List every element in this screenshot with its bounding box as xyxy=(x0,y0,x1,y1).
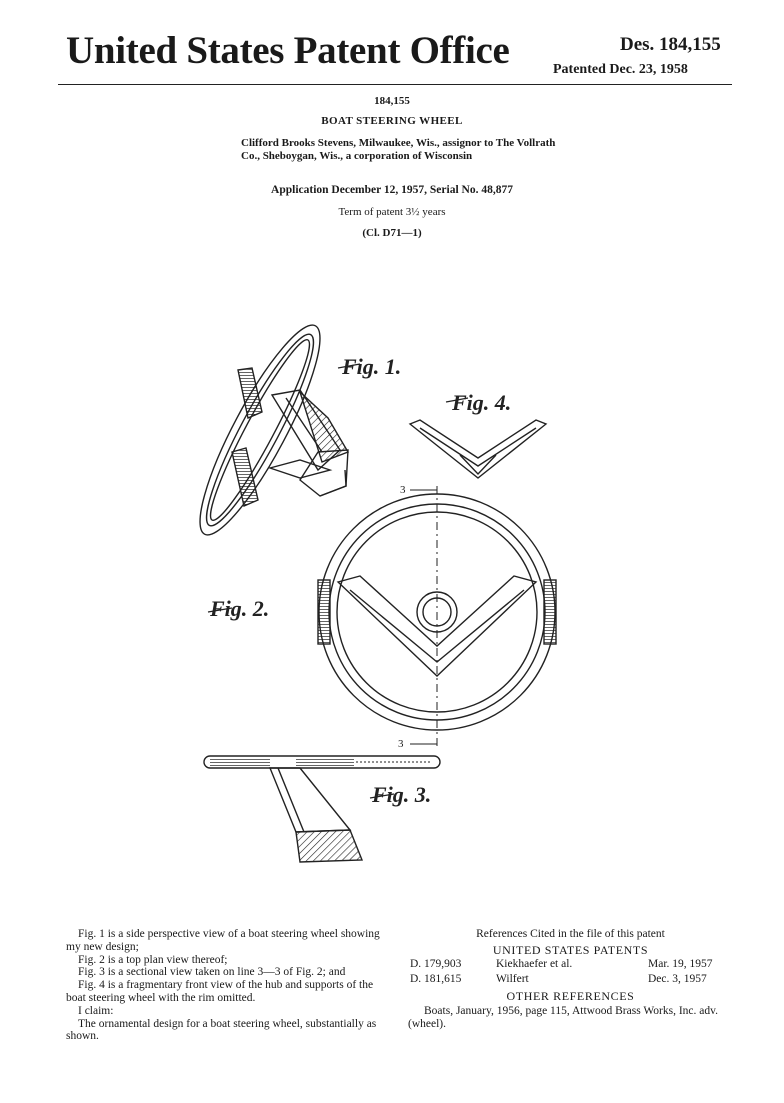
figure-4-text: Fig. 4. xyxy=(452,390,512,415)
reference-row xyxy=(408,973,733,987)
references-heading: References Cited in the file of this patent xyxy=(476,928,665,940)
figure-4-label xyxy=(446,390,511,415)
patent-number: 184,155 xyxy=(374,95,410,107)
figure-3-label xyxy=(370,782,431,807)
reference-row xyxy=(408,958,733,972)
reference-number: D. 179,903 xyxy=(410,958,462,970)
inventor-assignee: Clifford Brooks Stevens, Milwaukee, Wis., assignor to The Vollrath Co., Sheboygan, Wis., a corporation of Wisconsin xyxy=(241,137,556,162)
figure-4-hub-front xyxy=(410,420,546,478)
figure-1-side-perspective xyxy=(182,314,348,547)
patent-drawing xyxy=(0,300,784,870)
patented-date: Patented Dec. 23, 1958 xyxy=(553,62,688,77)
office-title: United States Patent Office xyxy=(66,29,510,72)
figure-1-label xyxy=(338,354,401,379)
figure-2-text: Fig. 2. xyxy=(210,596,270,621)
figure-3-text: Fig. 3. xyxy=(372,782,432,807)
description-paragraph: Fig. 1 is a side perspective view of a boat steering wheel showing my new design; xyxy=(66,928,380,953)
application-info: Application December 12, 1957, Serial No. 48,877 xyxy=(271,184,513,196)
claim-heading: I claim: xyxy=(78,1004,114,1017)
design-patent-number: Des. 184,155 xyxy=(620,34,721,55)
figure-3-sectional xyxy=(204,756,440,862)
us-patents-heading: UNITED STATES PATENTS xyxy=(492,943,649,957)
figure-2-label xyxy=(208,596,269,621)
section-mark-top: 3 xyxy=(400,484,406,496)
other-reference-text: Boats, January, 1956, page 115, Attwood Brass Works, Inc. adv. (wheel). xyxy=(408,1005,718,1030)
classification: (Cl. D71—1) xyxy=(362,227,422,239)
description-paragraph: Fig. 2 is a top plan view thereof; xyxy=(78,953,228,966)
reference-date: Mar. 19, 1957 xyxy=(648,958,713,970)
reference-date: Dec. 3, 1957 xyxy=(648,973,707,985)
description-paragraph: Fig. 3 is a sectional view taken on line 3—3 of Fig. 2; and xyxy=(78,966,346,979)
reference-name: Kiekhaefer et al. xyxy=(496,958,573,970)
header-rule xyxy=(58,84,732,85)
patent-term: Term of patent 3½ years xyxy=(338,206,446,218)
figure-1-text: Fig. 1. xyxy=(342,354,402,379)
patent-title: BOAT STEERING WHEEL xyxy=(321,115,463,127)
reference-number: D. 181,615 xyxy=(410,973,462,985)
reference-name: Wilfert xyxy=(496,973,529,985)
claim-text: The ornamental design for a boat steering wheel, substantially as shown. xyxy=(66,1017,377,1043)
figure-2-top-plan xyxy=(318,486,556,750)
other-references-heading: OTHER REFERENCES xyxy=(506,989,635,1003)
description-paragraph: Fig. 4 is a fragmentary front view of the hub and supports of the boat steering wheel with the rim omitted. xyxy=(66,979,374,1004)
references-cited xyxy=(408,928,733,1031)
section-mark-bottom: 3 xyxy=(398,738,404,750)
figure-description xyxy=(66,928,386,1043)
